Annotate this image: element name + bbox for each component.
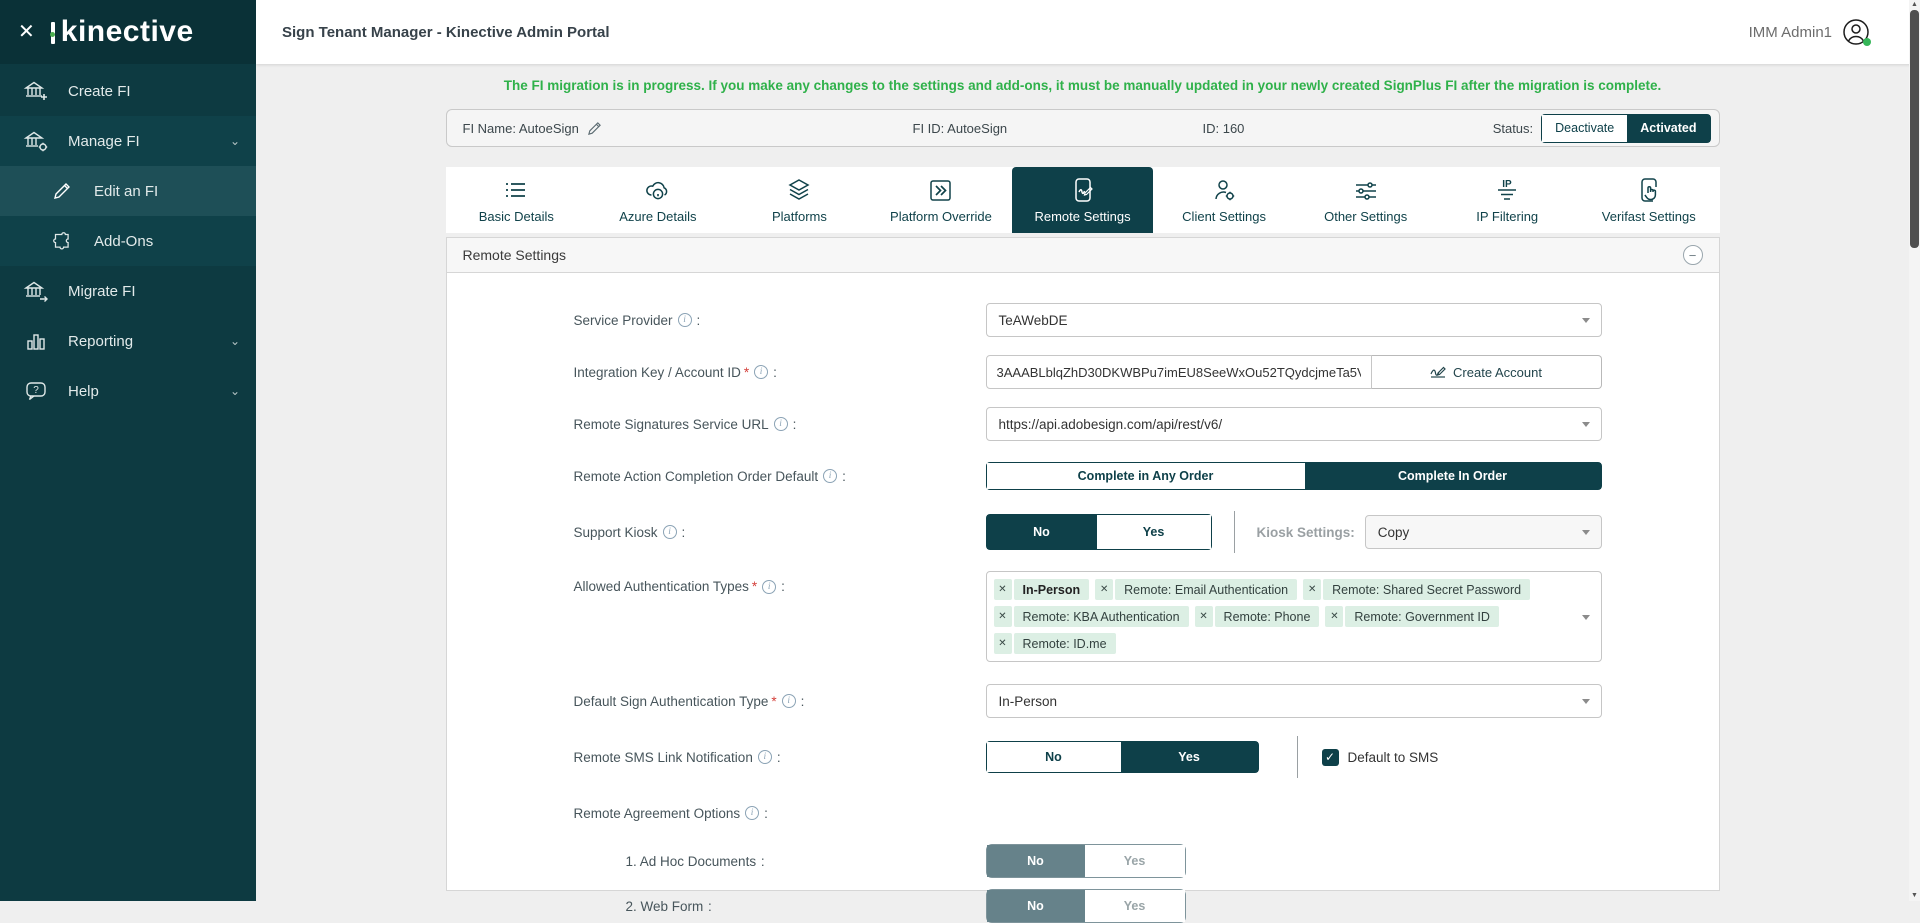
info-icon[interactable]: i <box>774 417 788 431</box>
panel-title: Remote Settings <box>462 247 566 263</box>
signature-icon <box>1430 364 1446 381</box>
scroll-up-arrow-icon[interactable]: ▲ <box>1911 1 1918 8</box>
service-provider-select[interactable]: TeAWebDE <box>986 303 1602 337</box>
chevron-down-icon: ⌄ <box>229 384 240 398</box>
help-bubble-icon <box>22 379 50 403</box>
user-name: IMM Admin1 <box>1748 23 1832 41</box>
chevron-down-icon: ⌄ <box>229 334 240 348</box>
ad-hoc-no-option[interactable]: No <box>987 845 1085 877</box>
sidebar-item-label: Add-Ons <box>94 232 154 250</box>
close-icon[interactable]: ✕ <box>18 21 35 43</box>
field-label: Service Provider <box>573 312 673 328</box>
tab-label: Other Settings <box>1324 208 1408 224</box>
info-icon[interactable]: i <box>823 469 837 483</box>
puzzle-icon <box>48 230 76 252</box>
dropdown-caret-icon <box>1582 615 1590 620</box>
web-form-row: 2. Web Form : No Yes <box>447 889 1719 923</box>
fi-name-label: FI Name: AutoeSign <box>462 120 579 136</box>
remote-sign-icon <box>1071 177 1095 203</box>
cloud-info-icon <box>644 177 672 203</box>
remove-tag-icon[interactable]: ✕ <box>994 579 1012 600</box>
remote-settings-panel-header <box>446 237 1720 273</box>
bank-arrow-icon <box>22 279 50 303</box>
kiosk-yes-option[interactable]: Yes <box>1097 515 1211 549</box>
agreement-options-row: Remote Agreement Options i : <box>573 805 768 821</box>
person-gear-icon <box>1212 177 1237 203</box>
sidebar-item-reporting[interactable] <box>0 316 256 366</box>
auth-tag: ✕ Remote: Email Authentication <box>1095 579 1297 600</box>
tab-azure-details[interactable] <box>587 167 729 233</box>
completion-order-toggle <box>986 462 1602 490</box>
page-title: Sign Tenant Manager - Kinective Admin Portal <box>282 23 610 41</box>
remote-url-select[interactable]: https://api.adobesign.com/api/rest/v6/ <box>986 407 1602 441</box>
remove-tag-icon[interactable]: ✕ <box>1095 579 1113 600</box>
sidebar-item-manage-fi[interactable] <box>0 116 256 166</box>
field-label: Support Kiosk <box>573 524 658 540</box>
tab-label: Azure Details <box>619 208 697 224</box>
field-label: Remote SMS Link Notification <box>573 749 753 765</box>
auth-types-row: Allowed Authentication Types * i : ✕ In-Person ✕ Remote: Email Authentication ✕ Remote: Shared Secret Password ✕ Remote: KBA Authentication ✕ Remote: Phone ✕ Remote: Government ID ✕ Remote: ID.me <box>447 571 1719 662</box>
sms-link-row: Remote SMS Link Notification i : No Yes ✓ Default to SMS <box>447 736 1719 778</box>
web-form-toggle <box>986 889 1186 923</box>
web-form-no-option[interactable]: No <box>987 890 1085 922</box>
svg-text:IP: IP <box>1502 178 1512 190</box>
field-label: Integration Key / Account ID <box>573 364 741 380</box>
ad-hoc-documents-row: 1. Ad Hoc Documents : No Yes <box>447 844 1719 878</box>
tab-platforms[interactable] <box>729 167 871 233</box>
tab-ip-filtering[interactable] <box>1436 167 1578 233</box>
integration-key-input[interactable] <box>986 355 1372 389</box>
vertical-scrollbar[interactable] <box>1909 0 1920 901</box>
override-arrow-icon <box>928 177 953 203</box>
remote-url-row: Remote Signatures Service URL i : https://api.adobesign.com/api/rest/v6/ <box>447 407 1719 441</box>
tab-label: Remote Settings <box>1034 208 1131 224</box>
scroll-down-arrow-icon[interactable]: ▼ <box>1911 892 1918 899</box>
info-icon[interactable]: i <box>758 750 772 764</box>
auth-tag: ✕ Remote: Government ID <box>1325 606 1498 627</box>
tab-verifast-settings[interactable] <box>1578 167 1720 233</box>
remove-tag-icon[interactable]: ✕ <box>1195 606 1213 627</box>
status-toggle <box>1541 114 1710 143</box>
list-icon <box>503 177 529 203</box>
fi-info-bar <box>446 109 1720 147</box>
field-label: 2. Web Form <box>625 898 704 914</box>
sidebar-item-label: Create FI <box>68 82 131 100</box>
edit-pencil-icon[interactable] <box>587 121 602 136</box>
remove-tag-icon[interactable]: ✕ <box>1303 579 1321 600</box>
sidebar-item-migrate-fi[interactable] <box>0 266 256 316</box>
status-label: Status: <box>1492 120 1534 136</box>
default-auth-row: Default Sign Authentication Type * i : In-Person <box>447 684 1719 718</box>
field-label: Allowed Authentication Types <box>573 579 749 594</box>
sidebar-item-label: Reporting <box>68 332 134 350</box>
ad-hoc-toggle <box>986 844 1186 878</box>
bar-chart-icon <box>22 329 50 353</box>
ip-filter-icon <box>1494 177 1520 203</box>
fi-id-label: FI ID: AutoeSign <box>912 120 1008 136</box>
complete-any-order-option[interactable]: Complete in Any Order <box>987 463 1305 489</box>
field-label: Remote Action Completion Order Default <box>573 468 819 484</box>
sidebar-item-label: Edit an FI <box>94 182 159 200</box>
brand-logo: kinective <box>51 15 194 49</box>
tab-label: Basic Details <box>478 208 554 224</box>
chevron-down-icon: ⌄ <box>229 134 240 148</box>
checkmark-icon: ✓ <box>1322 749 1339 766</box>
remove-tag-icon[interactable]: ✕ <box>994 633 1012 654</box>
kiosk-settings-select[interactable]: Copy <box>1365 515 1602 549</box>
tab-platform-override[interactable] <box>870 167 1012 233</box>
default-to-sms-checkbox[interactable]: ✓ Default to SMS <box>1322 749 1439 766</box>
sidebar-item-create-fi[interactable] <box>0 66 256 116</box>
sidebar <box>0 0 256 901</box>
sms-link-toggle <box>986 741 1259 773</box>
sidebar-menu <box>0 64 256 416</box>
pencil-icon <box>48 180 76 202</box>
remote-settings-form <box>446 273 1720 914</box>
field-label: Default Sign Authentication Type <box>573 693 769 709</box>
layers-icon <box>786 177 812 203</box>
dropdown-caret-icon <box>1582 422 1590 427</box>
info-icon[interactable]: i <box>663 525 677 539</box>
sms-yes-option[interactable]: Yes <box>1121 742 1258 772</box>
info-icon[interactable]: i <box>762 580 776 594</box>
dropdown-caret-icon <box>1582 318 1590 323</box>
field-label: Remote Agreement Options <box>573 805 741 821</box>
bank-gear-icon <box>22 129 50 153</box>
sidebar-item-label: Help <box>68 382 99 400</box>
field-label: 1. Ad Hoc Documents <box>625 853 757 869</box>
sidebar-item-edit-an-fi[interactable] <box>0 166 256 216</box>
sliders-icon <box>1353 177 1379 203</box>
sidebar-item-label: Migrate FI <box>68 282 136 300</box>
kiosk-settings-label: Kiosk Settings: <box>1256 524 1355 540</box>
top-bar <box>256 0 1920 64</box>
ad-hoc-yes-option[interactable]: Yes <box>1085 845 1185 877</box>
auth-tag: ✕ Remote: KBA Authentication <box>994 606 1189 627</box>
info-icon[interactable]: i <box>782 694 796 708</box>
sidebar-item-help[interactable] <box>0 366 256 416</box>
sms-no-option[interactable]: No <box>987 742 1121 772</box>
tab-remote-settings[interactable] <box>1012 167 1154 233</box>
collapse-minus-icon[interactable]: − <box>1683 245 1703 265</box>
hand-tablet-icon <box>1637 177 1661 203</box>
kiosk-no-option[interactable]: No <box>987 515 1097 549</box>
deactivate-button[interactable]: Deactivate <box>1542 115 1627 142</box>
remove-tag-icon[interactable]: ✕ <box>994 606 1012 627</box>
completion-order-row: Remote Action Completion Order Default i : Complete in Any Order Complete In Order <box>447 459 1719 493</box>
auth-tag: ✕ Remote: Phone <box>1195 606 1320 627</box>
migration-notice: The FI migration is in progress. If you make any changes to the settings and add-ons, it must be manually updated in your newly created SignPlus FI after the migration is complete. <box>503 78 1662 93</box>
user-menu[interactable] <box>1749 18 1870 46</box>
default-auth-select[interactable]: In-Person <box>986 684 1602 718</box>
activated-button[interactable]: Activated <box>1627 115 1709 142</box>
complete-in-order-option[interactable]: Complete In Order <box>1305 463 1601 489</box>
divider <box>1297 736 1298 778</box>
auth-tag: ✕ Remote: ID.me <box>994 633 1116 654</box>
create-account-button[interactable]: Create Account <box>1372 355 1602 389</box>
info-icon[interactable]: i <box>745 806 759 820</box>
tab-label: Platforms <box>771 208 827 224</box>
service-provider-row: Service Provider i : TeAWebDE <box>447 303 1719 337</box>
scrollbar-thumb[interactable] <box>1910 10 1919 248</box>
main-content <box>256 64 1909 923</box>
sidebar-item-label: Manage FI <box>68 132 140 150</box>
auth-tag: ✕ Remote: Shared Secret Password <box>1303 579 1530 600</box>
tab-bar <box>446 167 1720 233</box>
divider <box>1234 511 1235 553</box>
tab-basic-details[interactable] <box>446 167 588 233</box>
tab-label: Client Settings <box>1182 208 1266 224</box>
tab-label: IP Filtering <box>1476 208 1539 224</box>
online-status-dot <box>1863 38 1871 46</box>
support-kiosk-toggle <box>986 514 1212 550</box>
id-label: ID: 160 <box>1202 120 1245 136</box>
info-icon[interactable]: i <box>678 313 692 327</box>
sidebar-header <box>0 0 256 64</box>
svg-text:?: ? <box>33 385 39 396</box>
tab-label: Platform Override <box>890 208 992 224</box>
user-avatar-icon[interactable] <box>1842 18 1870 46</box>
auth-types-multiselect[interactable] <box>986 571 1602 662</box>
field-label: Remote Signatures Service URL <box>573 416 769 432</box>
info-icon[interactable]: i <box>754 365 768 379</box>
tab-other-settings[interactable] <box>1295 167 1437 233</box>
dropdown-caret-icon <box>1582 530 1590 535</box>
dropdown-caret-icon <box>1582 699 1590 704</box>
bank-plus-icon <box>22 79 50 103</box>
tab-client-settings[interactable] <box>1153 167 1295 233</box>
tab-label: Verifast Settings <box>1601 208 1696 224</box>
auth-tag: ✕ In-Person <box>994 579 1090 600</box>
web-form-yes-option[interactable]: Yes <box>1085 890 1185 922</box>
remove-tag-icon[interactable]: ✕ <box>1325 606 1343 627</box>
integration-key-row: Integration Key / Account ID * i : 3AAABLblqZhD30DKWBPu7imEU8SeeWxOu52TQydcjmeTa5VeOcDVkw Create Account <box>447 355 1719 389</box>
support-kiosk-row: Support Kiosk i : No Yes Kiosk Settings: Copy <box>447 511 1719 553</box>
sidebar-item-add-ons[interactable] <box>0 216 256 266</box>
